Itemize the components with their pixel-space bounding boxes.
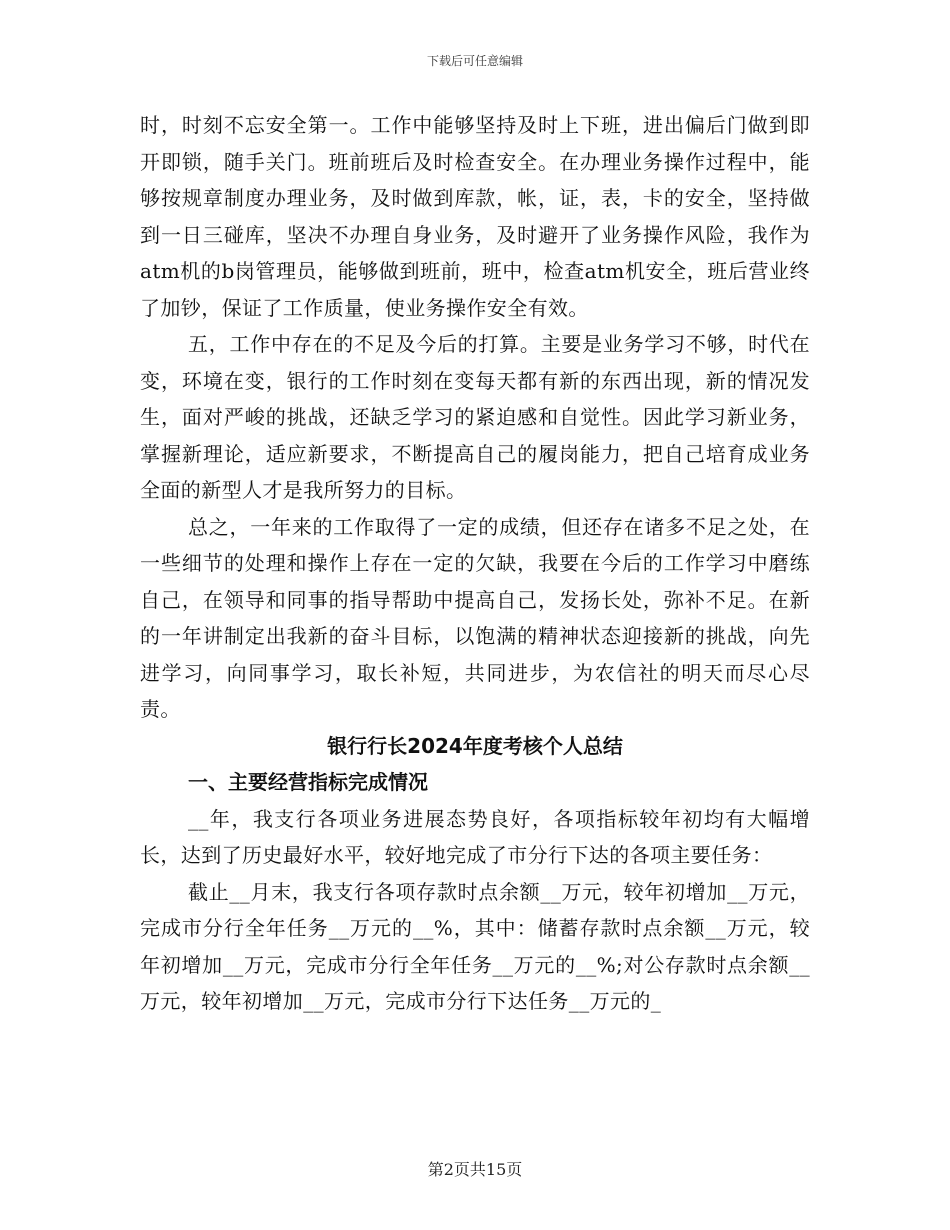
document-body	[140, 107, 810, 1020]
page-number: 第2页共15页	[427, 1160, 523, 1179]
paragraph-shortcomings: 五，工作中存在的不足及今后的打算。主要是业务学习不够，时代在变，环境在变，银行的工作时刻在变每天都有新的东西出现，新的情况发生，面对严峻的挑战，还缺乏学习的紧迫感和自觉性。因此学习新业务，掌握新理论，适应新要求，不断提高自己的履岗能力，把自己培育成业务全面的新型人才是我所努力的目标。	[140, 332, 810, 502]
document-title: 银行行长2024年度考核个人总结	[327, 733, 623, 758]
paragraph-deposits: 截止__月末，我支行各项存款时点余额__万元，较年初增加__万元，完成市分行全年任务__万元的__%，其中：储蓄存款时点余额__万元，较年初增加__万元，完成市分行全年任务__万元的__%;对公存款时点余额__万元，较年初增加__万元，完成市分行下达任务__万元的_	[140, 879, 810, 1013]
page-header-note: 下载后可任意编辑	[426, 54, 523, 68]
paragraph-overview: __年，我支行各项业务进展态势良好，各项指标较年初均有大幅增长，达到了历史最好水平，较好地完成了市分行下达的各项主要任务：	[140, 806, 810, 867]
section-heading: 一、主要经营指标完成情况	[188, 770, 428, 794]
paragraph-security: 时，时刻不忘安全第一。工作中能够坚持及时上下班，进出偏后门做到即开即锁，随手关门。班前班后及时检查安全。在办理业务操作过程中，能够按规章制度办理业务，及时做到库款，帐，证，表，卡的安全，坚持做到一日三碰库，坚决不办理自身业务，及时避开了业务操作风险，我作为atm机的b岗管理员，能够做到班前，班中，检查atm机安全，班后营业终了加钞，保证了工作质量，使业务操作安全有效。	[140, 113, 810, 320]
paragraph-conclusion: 总之，一年来的工作取得了一定的成绩，但还存在诸多不足之处，在一些细节的处理和操作上存在一定的欠缺，我要在今后的工作学习中磨练自己，在领导和同事的指导帮助中提高自己，发扬长处，弥补不足。在新的一年讲制定出我新的奋斗目标，以饱满的精神状态迎接新的挑战，向先进学习，向同事学习，取长补短，共同进步，为农信社的明天而尽心尽责。	[140, 514, 810, 721]
